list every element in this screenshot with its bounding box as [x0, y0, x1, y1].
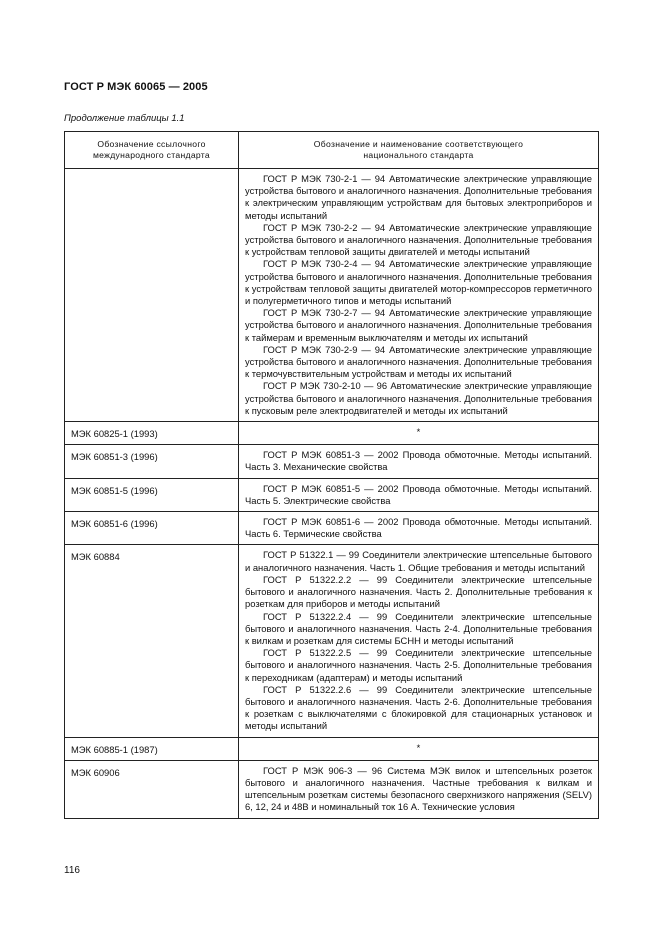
standard-paragraph: ГОСТ Р 51322.2.4 — 99 Соединители электрические штепсельные бытового и аналогичного назначения. Часть 2-4. Дополнительные требования к вилкам и розеткам для системы БСНН и методы испытаний: [245, 610, 592, 646]
national-standard-cell: [239, 422, 599, 445]
table-row: [65, 169, 599, 422]
international-standard-cell: МЭК 60884: [65, 545, 239, 737]
standard-paragraph: ГОСТ Р МЭК 60851-6 — 2002 Провода обмоточные. Методы испытаний. Часть 6. Термические свойства: [245, 516, 592, 540]
standard-paragraph: ГОСТ Р МЭК 60851-3 — 2002 Провода обмоточные. Методы испытаний. Часть 3. Механические свойства: [245, 449, 592, 473]
header-line: Обозначение и наименование соответствующего: [313, 139, 524, 149]
table-row: [65, 760, 599, 818]
international-standard-cell: МЭК 60851-6 (1996): [65, 512, 239, 545]
table-row: [65, 512, 599, 545]
standard-paragraph: ГОСТ Р 51322.1 — 99 Соединители электрические штепсельные бытового и аналогичного назначения. Часть 1. Общие требования и методы испытаний: [245, 549, 592, 573]
standard-paragraph: ГОСТ Р МЭК 730-2-2 — 94 Автоматические электрические управляющие устройства бытового и аналогичного назначения. Дополнительные требования к устройствам тепловой защиты двигателей и методы испытаний: [245, 221, 592, 258]
header-international-standard: [65, 132, 239, 169]
standard-paragraph: ГОСТ Р МЭК 730-2-9 — 94 Автоматические электрические управляющие устройства бытового и аналогичного назначения. Дополнительные требования к термочувствительным устройствам и методы их испытаний: [245, 343, 592, 380]
national-standard-cell: [239, 545, 599, 737]
international-standard-cell: МЭК 60825-1 (1993): [65, 422, 239, 445]
standards-table: [64, 131, 599, 819]
table-row: [65, 737, 599, 760]
standard-paragraph: ГОСТ Р 51322.2.6 — 99 Соединители электрические штепсельные бытового и аналогичного назначения. Часть 2-6. Дополнительные требования к розеткам с выключателями с блокировкой для стационарных установок и методы испытаний: [245, 683, 592, 732]
no-equivalent-mark: *: [416, 741, 421, 753]
table-row: [65, 545, 599, 737]
standard-paragraph: ГОСТ Р МЭК 730-2-10 — 96 Автоматические электрические управляющие устройства бытового и аналогичного назначения. Дополнительные требования к пусковым реле электродвигателей и методы их испытаний: [245, 380, 592, 416]
standard-paragraph: ГОСТ Р МЭК 60851-5 — 2002 Провода обмоточные. Методы испытаний. Часть 5. Электрические свойства: [245, 482, 592, 506]
international-standard-cell: МЭК 60851-3 (1996): [65, 445, 239, 478]
header-line: национального стандарта: [363, 150, 474, 160]
national-standard-cell: [239, 169, 599, 422]
national-standard-cell: [239, 512, 599, 545]
table-row: [65, 422, 599, 445]
international-standard-cell: МЭК 60851-5 (1996): [65, 478, 239, 511]
table-caption: Продолжение таблицы 1.1: [64, 113, 185, 124]
standard-paragraph: ГОСТ Р МЭК 906-3 — 96 Система МЭК вилок и штепсельных розеток бытового и аналогичного назначения. Частные требования к вилкам и штепсельным розеткам системы безопасного сверхнизкого напряжения (SELV) 6, 12, 24 и 48В и номинальный ток 16 А. Технические условия: [245, 764, 592, 813]
document-title: ГОСТ Р МЭК 60065 — 2005: [64, 81, 208, 93]
standard-paragraph: ГОСТ Р МЭК 730-2-1 — 94 Автоматические электрические управляющие устройства бытового и аналогичного назначения. Дополнительные требования к электрическим управляющим устройствам для бытовых электроприборов и методы испытаний: [245, 173, 592, 221]
standard-paragraph: ГОСТ Р МЭК 730-2-7 — 94 Автоматические электрические управляющие устройства бытового и аналогичного назначения. Дополнительные требования к таймерам и временным выключателям и методы их испытаний: [245, 307, 592, 343]
table-header-row: [65, 132, 599, 169]
national-standard-cell: [239, 478, 599, 511]
no-equivalent-mark: *: [416, 426, 421, 438]
standard-paragraph: ГОСТ Р 51322.2.2 — 99 Соединители электрические штепсельные бытового и аналогичного назначения. Часть 2. Дополнительные требования к розеткам для приборов и методы испытаний: [245, 573, 592, 610]
header-line: международного стандарта: [92, 150, 211, 160]
international-standard-cell: МЭК 60906: [65, 760, 239, 818]
national-standard-cell: [239, 760, 599, 818]
national-standard-cell: [239, 445, 599, 478]
standard-paragraph: ГОСТ Р 51322.2.5 — 99 Соединители электрические штепсельные бытового и аналогичного назначения. Часть 2-5. Дополнительные требования к переходникам (адаптерам) и методы испытаний: [245, 647, 592, 683]
header-line: Обозначение ссылочного: [97, 139, 206, 149]
international-standard-cell: [65, 169, 239, 422]
international-standard-cell: МЭК 60885-1 (1987): [65, 737, 239, 760]
table-row: [65, 478, 599, 511]
header-national-standard: [239, 132, 599, 169]
page-number: 116: [64, 865, 80, 876]
table-row: [65, 445, 599, 478]
national-standard-cell: [239, 737, 599, 760]
standard-paragraph: ГОСТ Р МЭК 730-2-4 — 94 Автоматические электрические управляющие устройства бытового и аналогичного назначения. Дополнительные требования к устройствам тепловой защиты двигателей мотор-компрессоров герметичного и полугерметичного типов и методы испытаний: [245, 258, 592, 307]
